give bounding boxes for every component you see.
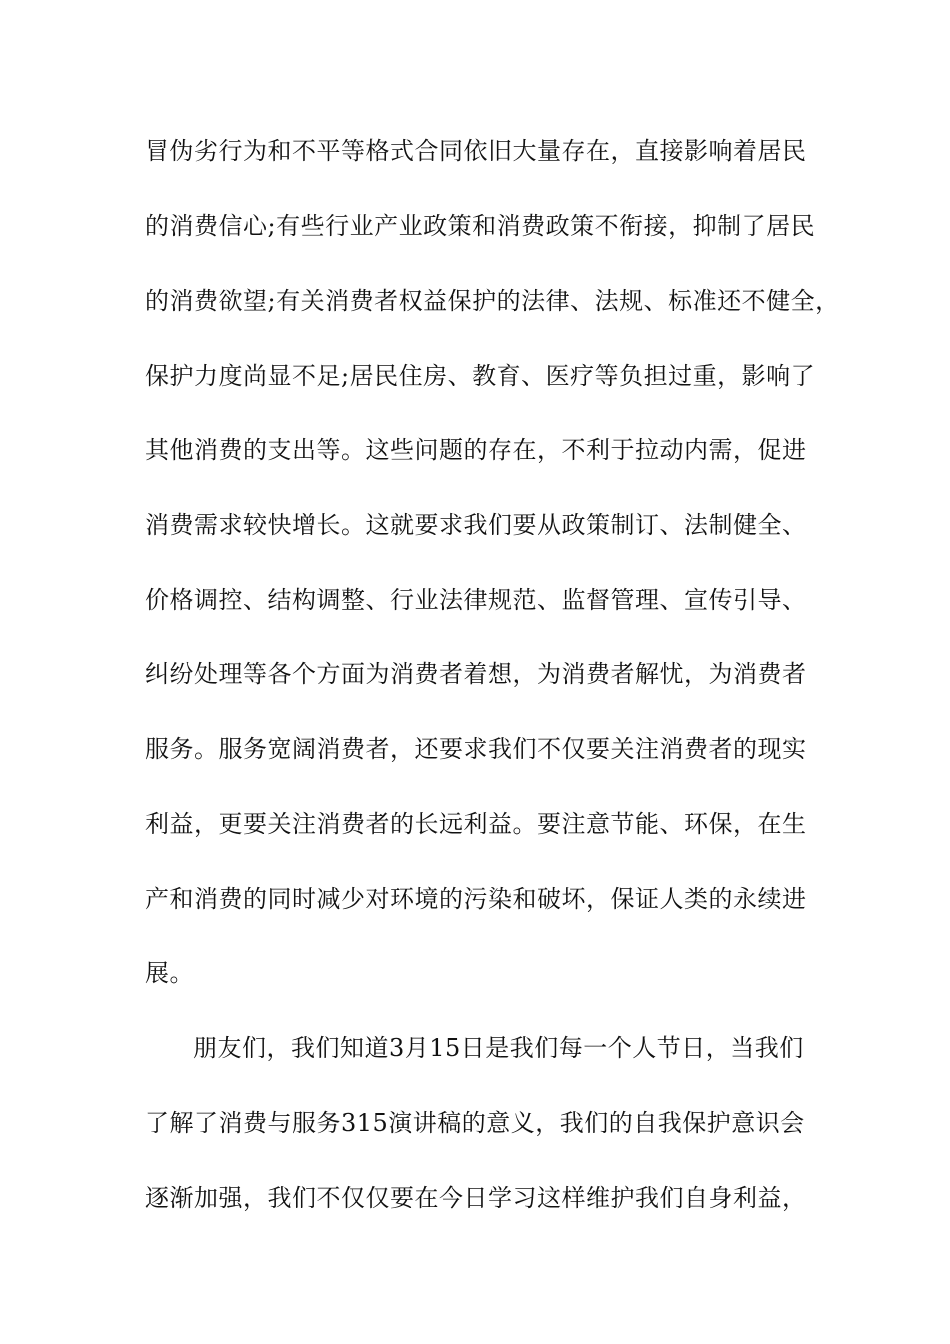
text-line: 服务。服务宽阔消费者，还要求我们不仅要关注消费者的现实 [145, 735, 807, 763]
text-line: 利益，更要关注消费者的长远利益。要注意节能、环保，在生 [145, 810, 807, 838]
text-line: 展。 [145, 959, 194, 987]
text-line: 保护力度尚显不足;居民住房、教育、医疗等负担过重，影响了 [145, 362, 816, 390]
text-line: 纠纷处理等各个方面为消费者着想，为消费者解忧，为消费者 [145, 660, 807, 688]
text-line: 的消费信心;有些行业产业政策和消费政策不衔接，抑制了居民 [145, 212, 816, 240]
text-line: 的消费欲望;有关消费者权益保护的法律、法规、标准还不健全， [145, 287, 840, 315]
text-line: 消费需求较快增长。这就要求我们要从政策制订、法制健全、 [145, 511, 807, 539]
text-line: 冒伪劣行为和不平等格式合同依旧大量存在，直接影响着居民 [145, 137, 807, 165]
text-line: 产和消费的同时减少对环境的污染和破坏，保证人类的永续进 [145, 885, 807, 913]
text-line: 逐渐加强，我们不仅仅要在今日学习这样维护我们自身利益， [145, 1184, 807, 1212]
paragraph-first-line: 朋友们，我们知道3月15日是我们每一个人节日，当我们 [193, 1034, 804, 1062]
text-line: 其他消费的支出等。这些问题的存在，不利于拉动内需，促进 [145, 436, 807, 464]
text-line: 价格调控、结构调整、行业法律规范、监督管理、宣传引导、 [145, 586, 807, 614]
text-line: 了解了消费与服务315演讲稿的意义，我们的自我保护意识会 [145, 1109, 805, 1137]
